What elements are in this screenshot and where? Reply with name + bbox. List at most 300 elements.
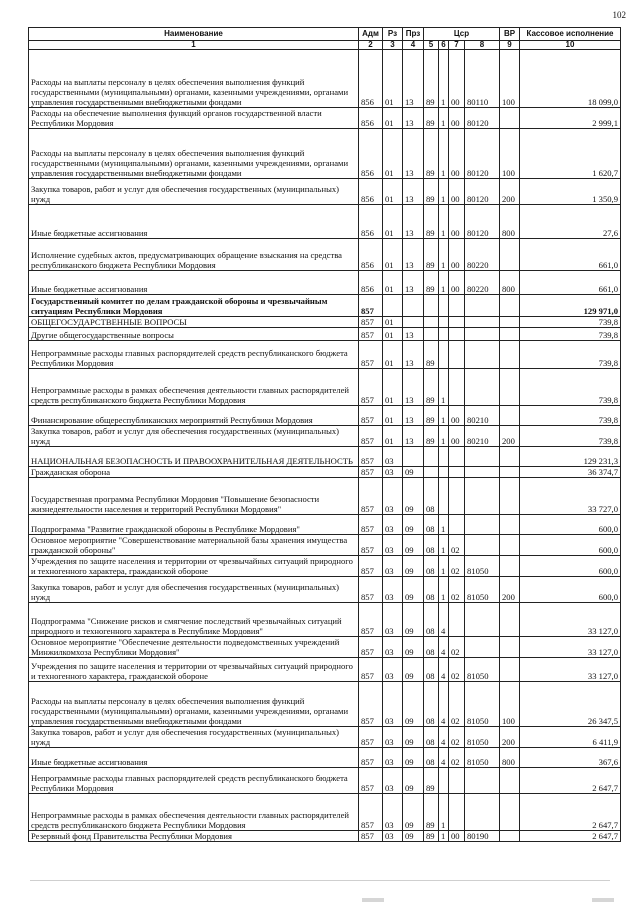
- code-csr-subprogram: 1: [439, 239, 449, 271]
- row-name: Иные бюджетные ассигнования: [29, 748, 359, 768]
- code-csr-program: 08: [424, 658, 439, 682]
- table-row: [29, 748, 621, 768]
- code-csr-direction: [465, 478, 500, 515]
- code-csr-activity: 00: [449, 205, 465, 239]
- amount-cell: 600,0: [520, 535, 621, 556]
- code-adm: 857: [359, 447, 383, 467]
- code-adm: 856: [359, 50, 383, 108]
- amount-cell: 33 727,0: [520, 478, 621, 515]
- amount-cell: 739,8: [520, 426, 621, 447]
- code-csr-activity: 02: [449, 658, 465, 682]
- code-csr-program: 89: [424, 794, 439, 831]
- table-row: [29, 108, 621, 129]
- code-csr-activity: 00: [449, 426, 465, 447]
- header-adm: Адм: [359, 28, 383, 41]
- code-rz: 01: [383, 406, 403, 426]
- amount-cell: 739,8: [520, 317, 621, 328]
- table-row: [29, 205, 621, 239]
- code-csr-activity: 00: [449, 239, 465, 271]
- code-csr-program: 89: [424, 768, 439, 794]
- column-number: 10: [520, 41, 621, 50]
- code-rz: [383, 295, 403, 317]
- header-name: Наименование: [29, 28, 359, 41]
- code-prz: 13: [403, 426, 424, 447]
- code-prz: 13: [403, 341, 424, 369]
- scan-edge-line: [30, 880, 610, 881]
- code-csr-subprogram: 1: [439, 129, 449, 179]
- code-vr: [500, 406, 520, 426]
- code-rz: 03: [383, 603, 403, 637]
- amount-cell: 2 647,7: [520, 768, 621, 794]
- code-rz: 03: [383, 831, 403, 842]
- code-csr-direction: 80190: [465, 831, 500, 842]
- code-vr: 200: [500, 577, 520, 603]
- code-csr-activity: 00: [449, 50, 465, 108]
- code-csr-subprogram: [439, 447, 449, 467]
- code-adm: 857: [359, 426, 383, 447]
- code-csr-direction: [465, 447, 500, 467]
- code-csr-subprogram: 1: [439, 556, 449, 577]
- code-csr-program: [424, 447, 439, 467]
- code-csr-activity: 02: [449, 748, 465, 768]
- code-vr: [500, 794, 520, 831]
- row-name: Резервный фонд Правительства Республики Мордовия: [29, 831, 359, 842]
- code-csr-subprogram: 4: [439, 748, 449, 768]
- code-csr-program: [424, 317, 439, 328]
- code-vr: [500, 831, 520, 842]
- code-csr-direction: [465, 295, 500, 317]
- code-vr: 100: [500, 682, 520, 727]
- code-csr-program: 89: [424, 426, 439, 447]
- amount-cell: 18 099,0: [520, 50, 621, 108]
- code-adm: 857: [359, 295, 383, 317]
- code-rz: 03: [383, 794, 403, 831]
- code-csr-direction: [465, 603, 500, 637]
- column-number: 8: [465, 41, 500, 50]
- code-csr-subprogram: 1: [439, 515, 449, 535]
- code-csr-subprogram: 1: [439, 426, 449, 447]
- code-csr-subprogram: 1: [439, 535, 449, 556]
- amount-cell: 2 999,1: [520, 108, 621, 129]
- code-csr-subprogram: 1: [439, 794, 449, 831]
- code-csr-program: 89: [424, 108, 439, 129]
- code-adm: 857: [359, 794, 383, 831]
- table-row: [29, 535, 621, 556]
- code-csr-direction: 80120: [465, 179, 500, 205]
- table-row: [29, 794, 621, 831]
- code-adm: 857: [359, 658, 383, 682]
- code-csr-direction: [465, 369, 500, 406]
- table-row: [29, 727, 621, 748]
- code-csr-program: 89: [424, 341, 439, 369]
- code-csr-program: 89: [424, 129, 439, 179]
- code-rz: 03: [383, 768, 403, 794]
- code-prz: 09: [403, 748, 424, 768]
- code-adm: 857: [359, 467, 383, 478]
- amount-cell: 27,6: [520, 205, 621, 239]
- budget-execution-table: [28, 27, 621, 842]
- code-csr-subprogram: 4: [439, 603, 449, 637]
- code-prz: 13: [403, 205, 424, 239]
- code-csr-activity: [449, 467, 465, 478]
- column-number: 9: [500, 41, 520, 50]
- row-name: Подпрограмма "Снижение рисков и смягчение последствий чрезвычайных ситуаций природного и техногенного характера в Республике Мордовия": [29, 603, 359, 637]
- code-csr-activity: 02: [449, 727, 465, 748]
- row-name: Подпрограмма "Развитие гражданской обороны в Республике Мордовия": [29, 515, 359, 535]
- code-csr-subprogram: 1: [439, 271, 449, 295]
- code-csr-program: 08: [424, 556, 439, 577]
- table-row: [29, 50, 621, 108]
- amount-cell: 600,0: [520, 577, 621, 603]
- code-csr-program: 08: [424, 603, 439, 637]
- code-rz: 03: [383, 556, 403, 577]
- code-adm: 857: [359, 748, 383, 768]
- code-vr: 800: [500, 748, 520, 768]
- code-csr-subprogram: [439, 328, 449, 341]
- code-vr: [500, 328, 520, 341]
- code-csr-activity: 02: [449, 682, 465, 727]
- code-adm: 857: [359, 369, 383, 406]
- amount-cell: 367,6: [520, 748, 621, 768]
- code-adm: 857: [359, 341, 383, 369]
- header-prz: Прз: [403, 28, 424, 41]
- code-prz: [403, 447, 424, 467]
- amount-cell: 661,0: [520, 271, 621, 295]
- code-adm: 857: [359, 603, 383, 637]
- code-rz: 01: [383, 317, 403, 328]
- code-csr-direction: [465, 515, 500, 535]
- row-name: Иные бюджетные ассигнования: [29, 271, 359, 295]
- row-name: Гражданская оборона: [29, 467, 359, 478]
- code-csr-activity: [449, 478, 465, 515]
- code-csr-direction: 80220: [465, 271, 500, 295]
- table-row: [29, 658, 621, 682]
- code-rz: 01: [383, 271, 403, 295]
- code-csr-direction: 80210: [465, 426, 500, 447]
- code-csr-subprogram: 4: [439, 682, 449, 727]
- code-adm: 857: [359, 727, 383, 748]
- amount-cell: 600,0: [520, 556, 621, 577]
- code-adm: 857: [359, 328, 383, 341]
- code-prz: [403, 295, 424, 317]
- code-csr-subprogram: [439, 341, 449, 369]
- code-csr-direction: [465, 794, 500, 831]
- code-rz: 01: [383, 328, 403, 341]
- table-row: [29, 179, 621, 205]
- row-name: Расходы на обеспечение выполнения функций органов государственной власти Республики Мордовия: [29, 108, 359, 129]
- code-rz: 01: [383, 341, 403, 369]
- code-prz: 09: [403, 478, 424, 515]
- table-row: [29, 478, 621, 515]
- row-name: Иные бюджетные ассигнования: [29, 205, 359, 239]
- code-vr: [500, 317, 520, 328]
- code-csr-activity: 00: [449, 831, 465, 842]
- column-numbers-row: [29, 41, 621, 50]
- code-csr-direction: 81050: [465, 682, 500, 727]
- code-prz: 09: [403, 637, 424, 658]
- amount-cell: 1 350,9: [520, 179, 621, 205]
- code-csr-subprogram: 1: [439, 108, 449, 129]
- code-csr-program: 89: [424, 369, 439, 406]
- code-csr-activity: [449, 515, 465, 535]
- table-row: [29, 129, 621, 179]
- amount-cell: 661,0: [520, 239, 621, 271]
- code-csr-program: 08: [424, 727, 439, 748]
- row-name: Закупка товаров, работ и услуг для обеспечения государственных (муниципальных) нужд: [29, 577, 359, 603]
- code-prz: 09: [403, 467, 424, 478]
- code-adm: 857: [359, 317, 383, 328]
- code-csr-subprogram: [439, 317, 449, 328]
- code-csr-direction: 80120: [465, 205, 500, 239]
- code-csr-activity: [449, 768, 465, 794]
- code-csr-direction: 81050: [465, 658, 500, 682]
- code-csr-direction: [465, 317, 500, 328]
- code-csr-direction: [465, 467, 500, 478]
- code-prz: 13: [403, 239, 424, 271]
- code-rz: 01: [383, 108, 403, 129]
- code-csr-activity: 00: [449, 271, 465, 295]
- code-vr: 200: [500, 727, 520, 748]
- column-number: 3: [383, 41, 403, 50]
- code-csr-direction: [465, 637, 500, 658]
- row-name: Основное мероприятие "Совершенствование материальной базы хранения имущества гражданской обороны": [29, 535, 359, 556]
- code-rz: 03: [383, 478, 403, 515]
- column-number: 6: [439, 41, 449, 50]
- code-csr-subprogram: 1: [439, 577, 449, 603]
- code-vr: [500, 369, 520, 406]
- code-vr: [500, 341, 520, 369]
- code-csr-direction: 80210: [465, 406, 500, 426]
- code-csr-program: 89: [424, 831, 439, 842]
- code-adm: 856: [359, 205, 383, 239]
- code-adm: 856: [359, 108, 383, 129]
- code-csr-activity: 02: [449, 577, 465, 603]
- code-csr-subprogram: [439, 467, 449, 478]
- code-csr-program: 08: [424, 478, 439, 515]
- code-vr: [500, 295, 520, 317]
- row-name: Расходы на выплаты персоналу в целях обеспечения выполнения функций государственными (муниципальными) органами, казенными учреждениями, органами управления государственными внебюджетными фондами: [29, 682, 359, 727]
- code-csr-activity: 02: [449, 556, 465, 577]
- row-name: Учреждения по защите населения и территории от чрезвычайных ситуаций природного и техногенного характера, гражданской обороне: [29, 556, 359, 577]
- code-csr-activity: [449, 369, 465, 406]
- amount-cell: 26 347,5: [520, 682, 621, 727]
- code-csr-program: 89: [424, 271, 439, 295]
- table-row: [29, 406, 621, 426]
- row-name: Другие общегосударственные вопросы: [29, 328, 359, 341]
- table-row: [29, 467, 621, 478]
- code-csr-direction: 81050: [465, 556, 500, 577]
- code-csr-program: 08: [424, 577, 439, 603]
- code-csr-subprogram: 4: [439, 727, 449, 748]
- code-vr: [500, 515, 520, 535]
- code-adm: 857: [359, 556, 383, 577]
- code-prz: 09: [403, 727, 424, 748]
- code-adm: 857: [359, 831, 383, 842]
- code-csr-activity: 00: [449, 406, 465, 426]
- column-number: 5: [424, 41, 439, 50]
- code-prz: 13: [403, 129, 424, 179]
- code-vr: [500, 768, 520, 794]
- row-name: Государственный комитет по делам гражданской обороны и чрезвычайным ситуациям Республики Мордовия: [29, 295, 359, 317]
- code-csr-subprogram: 4: [439, 658, 449, 682]
- code-csr-direction: 80120: [465, 108, 500, 129]
- code-adm: 857: [359, 478, 383, 515]
- code-rz: 01: [383, 179, 403, 205]
- code-adm: 856: [359, 239, 383, 271]
- table-row: [29, 239, 621, 271]
- code-adm: 857: [359, 577, 383, 603]
- code-vr: [500, 478, 520, 515]
- code-prz: 13: [403, 108, 424, 129]
- row-name: Учреждения по защите населения и территории от чрезвычайных ситуаций природного и техногенного характера, гражданской обороне: [29, 658, 359, 682]
- column-number: 4: [403, 41, 424, 50]
- code-vr: [500, 637, 520, 658]
- code-csr-activity: [449, 794, 465, 831]
- code-csr-program: 08: [424, 637, 439, 658]
- row-name: Непрограммные расходы в рамках обеспечения деятельности главных распорядителей средств республиканского бюджета Республики Мордовия: [29, 369, 359, 406]
- amount-cell: 129 231,3: [520, 447, 621, 467]
- code-csr-program: 08: [424, 535, 439, 556]
- table-row: [29, 515, 621, 535]
- code-csr-program: 89: [424, 50, 439, 108]
- code-csr-direction: [465, 535, 500, 556]
- row-name: ОБЩЕГОСУДАРСТВЕННЫЕ ВОПРОСЫ: [29, 317, 359, 328]
- code-prz: 09: [403, 658, 424, 682]
- table-row: [29, 447, 621, 467]
- amount-cell: 36 374,7: [520, 467, 621, 478]
- amount-cell: 1 620,7: [520, 129, 621, 179]
- code-csr-direction: 80220: [465, 239, 500, 271]
- code-csr-direction: [465, 341, 500, 369]
- amount-cell: 33 127,0: [520, 603, 621, 637]
- amount-cell: 739,8: [520, 369, 621, 406]
- table-row: [29, 369, 621, 406]
- row-name: Закупка товаров, работ и услуг для обеспечения государственных (муниципальных) нужд: [29, 727, 359, 748]
- table-row: [29, 317, 621, 328]
- code-prz: [403, 317, 424, 328]
- code-adm: 856: [359, 179, 383, 205]
- column-number: 1: [29, 41, 359, 50]
- code-vr: [500, 108, 520, 129]
- code-csr-program: [424, 328, 439, 341]
- header-amount: Кассовое исполнение: [520, 28, 621, 41]
- code-prz: 09: [403, 556, 424, 577]
- code-vr: [500, 603, 520, 637]
- code-rz: 03: [383, 515, 403, 535]
- code-csr-subprogram: [439, 768, 449, 794]
- code-csr-activity: [449, 317, 465, 328]
- code-rz: 01: [383, 369, 403, 406]
- code-prz: 13: [403, 328, 424, 341]
- code-rz: 03: [383, 467, 403, 478]
- code-vr: 200: [500, 426, 520, 447]
- code-prz: 13: [403, 369, 424, 406]
- code-vr: [500, 467, 520, 478]
- code-adm: 857: [359, 515, 383, 535]
- code-csr-direction: [465, 768, 500, 794]
- code-csr-direction: 81050: [465, 748, 500, 768]
- scan-mark: [592, 898, 614, 902]
- code-prz: 09: [403, 603, 424, 637]
- code-rz: 03: [383, 748, 403, 768]
- code-csr-subprogram: 1: [439, 369, 449, 406]
- code-prz: 09: [403, 535, 424, 556]
- code-csr-subprogram: 1: [439, 831, 449, 842]
- code-rz: 01: [383, 205, 403, 239]
- amount-cell: 739,8: [520, 328, 621, 341]
- code-rz: 03: [383, 682, 403, 727]
- code-csr-program: 89: [424, 406, 439, 426]
- table-header-row: [29, 28, 621, 41]
- code-prz: 09: [403, 577, 424, 603]
- code-prz: 13: [403, 271, 424, 295]
- code-csr-direction: [465, 328, 500, 341]
- code-csr-direction: 81050: [465, 577, 500, 603]
- code-adm: 856: [359, 271, 383, 295]
- row-name: Государственная программа Республики Мордовия "Повышение безопасности жизнедеятельности населения и территорий Республики Мордовия": [29, 478, 359, 515]
- table-row: [29, 831, 621, 842]
- code-rz: 01: [383, 50, 403, 108]
- code-prz: 13: [403, 406, 424, 426]
- row-name: Исполнение судебных актов, предусматривающих обращение взыскания на средства республиканского бюджета Республики Мордовия: [29, 239, 359, 271]
- code-rz: 03: [383, 658, 403, 682]
- amount-cell: 129 971,0: [520, 295, 621, 317]
- code-rz: 01: [383, 239, 403, 271]
- code-vr: [500, 239, 520, 271]
- code-prz: 09: [403, 794, 424, 831]
- code-csr-subprogram: 1: [439, 179, 449, 205]
- code-adm: 857: [359, 535, 383, 556]
- code-csr-activity: 00: [449, 108, 465, 129]
- table-row: [29, 768, 621, 794]
- code-csr-activity: [449, 341, 465, 369]
- code-csr-program: 89: [424, 179, 439, 205]
- code-csr-program: 08: [424, 682, 439, 727]
- amount-cell: 2 647,7: [520, 831, 621, 842]
- code-csr-program: 08: [424, 748, 439, 768]
- code-csr-subprogram: 1: [439, 50, 449, 108]
- row-name: Основное мероприятие "Обеспечение деятельности подведомственных учреждений Минжилкомхоза Республики Мордовия": [29, 637, 359, 658]
- code-rz: 03: [383, 637, 403, 658]
- table-row: [29, 271, 621, 295]
- code-rz: 03: [383, 447, 403, 467]
- code-csr-direction: 80120: [465, 129, 500, 179]
- row-name: Расходы на выплаты персоналу в целях обеспечения выполнения функций государственными (муниципальными) органами, казенными учреждениями, органами управления государственными внебюджетными фондами: [29, 129, 359, 179]
- amount-cell: 33 127,0: [520, 637, 621, 658]
- code-csr-subprogram: [439, 478, 449, 515]
- code-adm: 856: [359, 129, 383, 179]
- code-rz: 03: [383, 577, 403, 603]
- header-vr: ВР: [500, 28, 520, 41]
- amount-cell: 2 647,7: [520, 794, 621, 831]
- code-csr-activity: 02: [449, 637, 465, 658]
- row-name: Закупка товаров, работ и услуг для обеспечения государственных (муниципальных) нужд: [29, 426, 359, 447]
- code-adm: 857: [359, 406, 383, 426]
- code-vr: [500, 658, 520, 682]
- code-adm: 857: [359, 637, 383, 658]
- code-csr-program: [424, 467, 439, 478]
- row-name: Непрограммные расходы главных распорядителей средств республиканского бюджета Республики Мордовия: [29, 341, 359, 369]
- row-name: Финансирование общереспубликанских мероприятий Республики Мордовия: [29, 406, 359, 426]
- code-prz: 09: [403, 682, 424, 727]
- code-csr-subprogram: 1: [439, 406, 449, 426]
- code-csr-activity: [449, 447, 465, 467]
- row-name: Закупка товаров, работ и услуг для обеспечения государственных (муниципальных) нужд: [29, 179, 359, 205]
- code-csr-activity: 02: [449, 535, 465, 556]
- table-row: [29, 577, 621, 603]
- code-csr-activity: 00: [449, 179, 465, 205]
- code-vr: 800: [500, 205, 520, 239]
